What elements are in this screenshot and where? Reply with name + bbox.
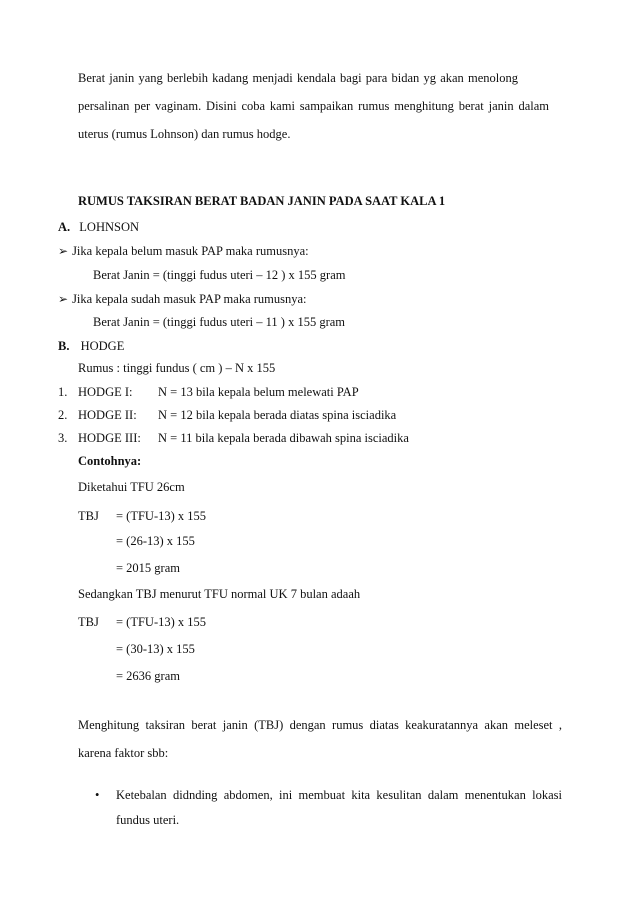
section-b-letter: B. xyxy=(58,339,70,353)
section-heading: RUMUS TAKSIRAN BERAT BADAN JANIN PADA SAAT KALA 1 xyxy=(78,194,446,208)
list-number: 1. xyxy=(58,385,68,399)
lohnson-item-1: Jika kepala belum masuk PAP maka rumusnya: xyxy=(72,244,309,258)
calc-result: = 2636 gram xyxy=(116,669,180,683)
list-number: 2. xyxy=(58,408,68,422)
lohnson-formula-1: Berat Janin = (tinggi fudus uteri – 12 ) x 155 gram xyxy=(93,268,346,282)
hodge-label: HODGE I: xyxy=(78,385,133,399)
tbj-label: TBJ xyxy=(78,509,99,523)
intro-line-2: persalinan per vaginam. Disini coba kami sampaikan rumus menghitung berat janin dalam xyxy=(78,99,549,113)
bullet-dot-icon: • xyxy=(95,788,100,802)
list-number: 3. xyxy=(58,431,68,445)
example-sedangkan: Sedangkan TBJ menurut TFU normal UK 7 bulan adaah xyxy=(78,587,361,601)
bullet-text-line-1: Ketebalan didnding abdomen, ini membuat kita kesulitan dalam menentukan lokasi xyxy=(116,788,562,802)
hodge-text: N = 13 bila kepala belum melewati PAP xyxy=(158,385,359,399)
section-b-title: HODGE xyxy=(80,339,125,353)
hodge-label: HODGE III: xyxy=(78,431,141,445)
section-a-title: LOHNSON xyxy=(79,220,140,234)
lohnson-item-2: Jika kepala sudah masuk PAP maka rumusnya: xyxy=(72,292,307,306)
closing-line-1: Menghitung taksiran berat janin (TBJ) dengan rumus diatas keakuratannya akan meleset , xyxy=(78,718,562,732)
section-a-letter: A. xyxy=(58,220,71,234)
calc-line: = (30-13) x 155 xyxy=(116,642,195,656)
bullet-text-line-2: fundus uteri. xyxy=(116,813,180,827)
intro-line-1: Berat janin yang berlebih kadang menjadi kendala bagi para bidan yg akan menolong xyxy=(78,71,518,85)
calc-result: = 2015 gram xyxy=(116,561,180,575)
hodge-text: N = 12 bila kepala berada diatas spina isciadika xyxy=(158,408,397,422)
example-known: Diketahui TFU 26cm xyxy=(78,480,185,494)
arrow-bullet-icon: ➢ xyxy=(58,292,69,306)
list-item xyxy=(58,243,309,259)
hodge-rumus: Rumus : tinggi fundus ( cm ) – N x 155 xyxy=(78,361,276,375)
calc-line: = (26-13) x 155 xyxy=(116,534,195,548)
arrow-bullet-icon: ➢ xyxy=(58,244,69,258)
hodge-text: N = 11 bila kepala berada dibawah spina isciadika xyxy=(158,431,409,445)
list-item xyxy=(58,291,307,307)
hodge-label: HODGE II: xyxy=(78,408,137,422)
example-title: Contohnya: xyxy=(78,454,142,468)
section-a-heading xyxy=(58,219,139,235)
tbj-label: TBJ xyxy=(78,615,99,629)
calc-line: = (TFU-13) x 155 xyxy=(116,509,207,523)
calc-line: = (TFU-13) x 155 xyxy=(116,615,207,629)
closing-line-2: karena faktor sbb: xyxy=(78,746,169,760)
intro-line-3: uterus (rumus Lohnson) dan rumus hodge. xyxy=(78,127,291,141)
lohnson-formula-2: Berat Janin = (tinggi fudus uteri – 11 ) x 155 gram xyxy=(93,315,346,329)
section-b-heading xyxy=(58,338,124,354)
